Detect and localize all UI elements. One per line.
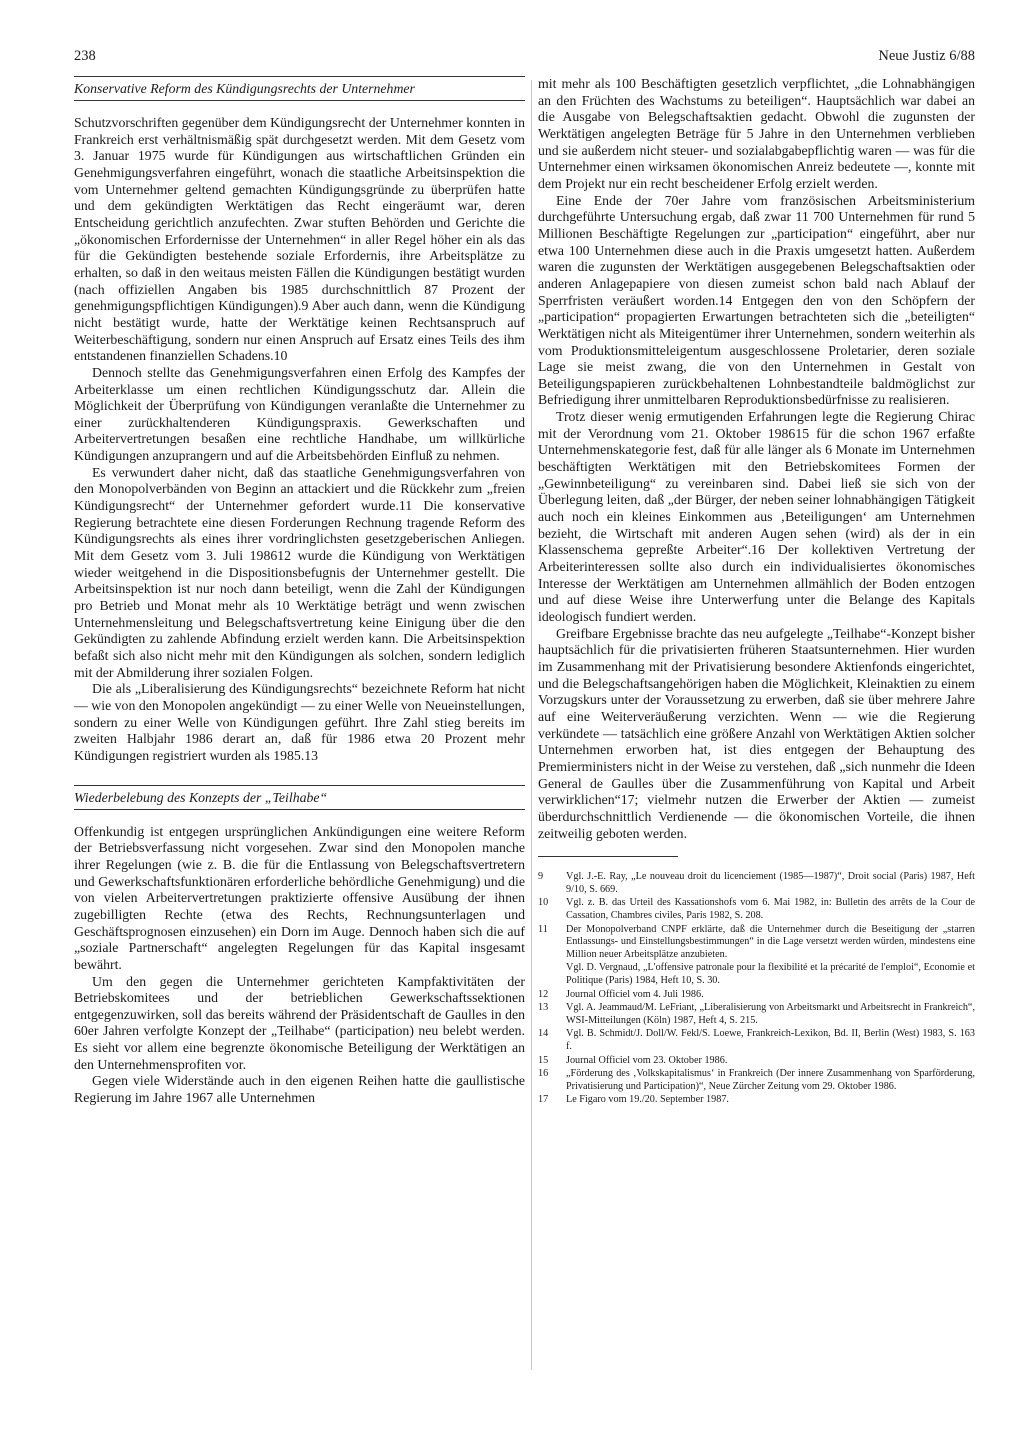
footnote — [538, 871, 975, 896]
journal-name: Neue Justiz 6/88 — [878, 48, 975, 64]
footnote-text: Vgl. J.-E. Ray, „Le nouveau droit du licenciement (1985—1987)“, Droit social (Paris) 1987, Heft 9/10, S. 669. — [566, 871, 975, 895]
body-paragraph: Gegen viele Widerstände auch in den eigenen Reihen hatte die gaullistische Regierung im Jahre 1967 alle Unternehmen — [74, 1073, 525, 1106]
footnote-text: Vgl. D. Vergnaud, „L'offensive patronale pour la flexibilité et la précarité de l'emploi“, Economie et Politique (Paris) 1984, Heft 10, S. 30. — [566, 962, 975, 986]
body-paragraph: Es verwundert daher nicht, daß das staatliche Genehmigungsverfahren von den Monopolverbänden von Beginn an attackiert und die Rückkehr zum „freien Kündigungsrecht“ der Unternehmer gefordert wurde.11 Die konservative Regierung betrachtete eine diesen Forderungen Rechnung tragende Reform des Kündigungsrechts als eines ihrer vordringlichsten gesetzgeberischen Anliegen. Mit dem Gesetz vom 3. Juli 198612 wurde die Kündigung von Werktätigen wieder weitgehend in die Dispositionsbefugnis der Unternehmer gestellt. Die Arbeitsinspektion ist nur noch dann beteiligt, wenn die Zahl der Kündigungen pro Betrieb und Monat mehr als 10 Werktätige beträgt und wenn zwischen Unternehmensleitung und Belegschaftsvertretung keine Einigung über die den Gekündigten zu zahlende Abfindung erzielt werden kann. Die Arbeitsinspektion befaßt sich also nicht mehr mit den Kündigungen als solchen, sondern lediglich mit der Abmilderung ihrer sozialen Folgen. — [74, 464, 525, 680]
footnote-text: Vgl. B. Schmidt/J. Doll/W. Fekl/S. Loewe, Frankreich-Lexikon, Bd. II, Berlin (West) 1983, S. 163 f. — [566, 1028, 975, 1052]
footnote-number — [538, 962, 566, 987]
footnote — [538, 1068, 975, 1093]
body-paragraph: Um den gegen die Unternehmer gerichteten Kampfaktivitäten der Betriebskomitees und der betrieblichen Gewerkschaftssektionen entgegenzuwirken, soll das bereits während der Präsidentschaft de Gaulles in den 60er Jahren verfolgte Konzept der „Teilhabe“ (participation) neu belebt werden. Es sieht vor allem eine begrenzte ökonomische Beteiligung der Werktätigen an den Unternehmensprofiten vor. — [74, 973, 525, 1072]
footnote-separator — [538, 856, 678, 857]
footnote-number: 17 — [538, 1094, 549, 1106]
footnote-number: 12 — [538, 988, 549, 1000]
footnote-text: Journal Officiel vom 23. Oktober 1986. — [566, 1054, 728, 1066]
body-paragraph: mit mehr als 100 Beschäftigten gesetzlich verpflichtet, „die Lohnabhängigen an den Früchten des Wachstums zu beteiligen“. Hauptsächlich war dabei an die Ausgabe von Belegschaftsaktien gedacht. Obwohl die zugunsten der Werktätigen angelegten Beträge für 5 Jahre in den Unternehmen verblieben und sie außerdem nicht steuer- und sozialabgabepflichtig waren — was für die Unternehmer einen wirksamen ökonomischen Anreiz bedeutete —, konnte mit dem Projekt nur ein recht bescheidener Erfolg erzielt werden. — [538, 76, 975, 191]
footnote — [538, 897, 975, 922]
footnote-text: „Förderung des ‚Volkskapitalismus‘ in Frankreich (Der innere Zusammenhang von Sparförderung, Privatisierung und Participation)“, Neue Zürcher Zeitung vom 29. Oktober 1986. — [566, 1068, 975, 1092]
page-number: 238 — [74, 48, 96, 64]
footnote — [538, 1055, 975, 1068]
footnote-text: Le Figaro vom 19./20. September 1987. — [566, 1094, 729, 1106]
footnote — [538, 989, 975, 1002]
footnote — [538, 1028, 975, 1053]
footnote-text: Vgl. z. B. das Urteil des Kassationshofs vom 6. Mai 1982, in: Bulletin des arrêts de la Cour de Cassation, Chambres civiles, Paris 1982, S. 208. — [566, 897, 975, 921]
footnotes — [538, 871, 975, 1107]
body-paragraph: Offenkundig ist entgegen ursprünglichen Ankündigungen eine weitere Reform der Betriebsverfassung nicht vorgesehen. Zwar sind den Monopolen manche ihrer Regelungen (wie z. B. die für die Entlassung von Belegschaftsvertretern und Gewerkschaftsfunktionären erforderliche behördliche Genehmigung) und die von vielen Arbeitervertretungen praktizierte offensive Ausübung der ihnen zugebilligten Rechte (etwa des Rechts, Rechnungsunterlagen und Geschäftsprognosen einzusehen) ein Dorn im Auge. Dennoch haben sich die auf „soziale Partnerschaft“ angelegten Regelungen für das Kapital insgesamt bewährt. — [74, 823, 525, 972]
footnote — [538, 1094, 975, 1107]
body-paragraph: Eine Ende der 70er Jahre vom französischen Arbeitsministerium durchgeführte Untersuchung ergab, daß zwar 11 700 Unternehmen für rund 5 Millionen Beschäftigte Regelungen zur „participation“ eingeführt, aber nur etwa 100 Unternehmen diese auch in die Praxis umgesetzt hatten. Außerdem waren die zugunsten der Werktätigen ausgegebenen Belegschaftsaktien oder anderen Anlagepapiere von diesen zumeist schon bald nach Ablauf der Sperrfristen veräußert worden.14 Entgegen den von den Schöpfern der „participation“ propagierten Erwartungen betrachteten sich die „beteiligten“ Werktätigen nicht als Miteigentümer ihrer Unternehmen, sondern weiterhin als vom Produktionsmitteleigentum ausgeschlossene Proletarier, deren soziale Lage sie meist zwang, die von den Unternehmen in Gestalt von Beteiligungspapieren zurückbehaltenen Lohnbestandteile baldmöglichst zur Befriedigung ihrer unmittelbaren Reproduktionsbedürfnisse zu realisieren. — [538, 192, 975, 408]
body-paragraph: Die als „Liberalisierung des Kündigungsrechts“ bezeichnete Reform hat nicht — wie von den Monopolen angekündigt — zu einer Welle von Neueinstellungen, sondern zu einer Welle von Kündigungen geführt. Ihre Zahl stieg bereits im zweiten Halbjahr 1986 derart an, daß für 1986 etwa 20 Prozent mehr Kündigungen registriert wurden als 1985.13 — [74, 681, 525, 763]
footnote-text: Journal Officiel vom 4. Juli 1986. — [566, 988, 704, 1000]
body-paragraph: Dennoch stellte das Genehmigungsverfahren einen Erfolg des Kampfes der Arbeiterklasse um einen rechtlichen Kündigungsschutz dar. Allein die Möglichkeit der Überprüfung von Kündigungen veranlaßte die Unternehmer zu einer zurückhaltenderen Kündigungspraxis. Gewerkschaften und Arbeitervertretungen besaßen eine rechtliche Handhabe, um willkürliche Kündigungen anzuprangern und auf die Arbeitsbehörden Einfluß zu nehmen. — [74, 364, 525, 464]
footnote-number: 9 — [538, 871, 544, 883]
body-paragraph: Greifbare Ergebnisse brachte das neu aufgelegte „Teilhabe“-Konzept bisher hauptsächlich für die privatisierten früheren Staatsunternehmen. Hier wurden im Zusammenhang mit der Privatisierung besondere Aktienfonds eingerichtet, und die Belegschaftsangehörigen haben die Möglichkeit, Kleinaktien zu einem Vorzugskurs unter der Voraussetzung zu erwerben, daß sie über mehrere Jahre auf eine Weiterveräußerung verzichten. Wenn — wie die Regierung verkündete — tatsächlich eine größere Anzahl von Werktätigen Aktien solcher Unternehmen erworben hat, ist dies entgegen der Behauptung des Premierministers nicht in der Weise zu verstehen, daß „sich nunmehr die Ideen General de Gaulles über die Zusammenführung von Kapital und Arbeit verwirklichen“17; vielmehr nutzen die Erwerber der Aktien — zumeist überdurchschnittlich Verdienende — die ökonomischen Vorteile, die ihnen zeitweilig geboten werden. — [538, 625, 975, 841]
section-heading-1: Konservative Reform des Kündigungsrechts der Unternehmer — [74, 76, 525, 101]
footnote-number: 16 — [538, 1068, 549, 1080]
footnote-number: 14 — [538, 1028, 549, 1040]
section-heading-2: Wiederbelebung des Konzepts der „Teilhabe“ — [74, 785, 525, 810]
footnote-number: 11 — [538, 923, 548, 935]
column-divider — [531, 80, 532, 1370]
right-column — [538, 76, 975, 1108]
footnote — [538, 962, 975, 987]
footnote-text: Der Monopolverband CNPF erklärte, daß die Unternehmer durch die Beseitigung der „starren Entlassungs- und Einstellungsbestimmungen“ in die Lage versetzt werden würden, mindestens eine Million neuer Arbeitsplätze anzubieten. — [566, 923, 975, 960]
footnote-number: 10 — [538, 897, 549, 909]
left-column — [74, 76, 525, 1107]
footnote — [538, 924, 975, 962]
body-paragraph: Schutzvorschriften gegenüber dem Kündigungsrecht der Unternehmer konnten in Frankreich erst verhältnismäßig spät durchgesetzt werden. Mit dem Gesetz vom 3. Januar 1975 wurde für Kündigungen aus wirtschaftlichen Gründen ein Genehmigungsverfahren eingeführt, wonach die staatliche Arbeitsinspektion die vom Unternehmer geltend gemachten Kündigungsgründe zu überprüfen hatte und dem gekündigten Werktätigen das Recht eingeräumt war, deren Entscheidung gerichtlich anzufechten. Zwar stuften Behörden und Gerichte die „ökonomischen Erfordernisse der Unternehmen“ in aller Regel höher ein als das für die Gekündigten bestehende soziale Erfordernis, ihre Arbeitsplätze zu erhalten, so daß in den weitaus meisten Fällen die Kündigungen bestätigt wurden (nach offiziellen Angaben bis 1985 durchschnittlich 87 Prozent der genehmigungspflichtigen Kündigungen).9 Aber auch dann, wenn die Kündigung nicht bestätigt wurde, hatte der Werktätige keinen Rechtsanspruch auf Weiterbeschäftigung, sondern nur einen Anspruch auf Ersatz eines Teils des ihm entstandenen finanziellen Schadens.10 — [74, 115, 525, 364]
page-header — [74, 44, 975, 68]
footnote-number: 13 — [538, 1002, 549, 1014]
body-paragraph: Trotz dieser wenig ermutigenden Erfahrungen legte die Regierung Chirac mit der Verordnung vom 21. Oktober 198615 für die schon 1967 erfaßte Unternehmenskategorie fest, daß für alle länger als 6 Monate im Unternehmen beschäftigten Werktätigen mit den Betriebskomitees Formen der „Gewinnbeteiligung“ zu vereinbaren sind. Dabei ließ sie sich von der Überlegung leiten, daß „der Bürger, der neben seiner lohnabhängigen Tätigkeit auch noch ein kleines Einkommen aus ‚Beteiligungen‘ am Unternehmen bezieht, die Wirtschaft mit anderen Augen sehen (wird) als der in ein Klassenschema gepreßte Arbeiter“.16 Der kollektiven Vertretung der Arbeiterinteressen sollte also durch ein individualisiertes ökonomisches Interesse der Werktätigen am Unternehmen allmählich der Boden entzogen und auf diese Weise ihre Unterwerfung unter die Belange des Kapitals ideologisch fundiert werden. — [538, 409, 975, 624]
footnote-text: Vgl. A. Jeammaud/M. LeFriant, „Liberalisierung von Arbeitsmarkt und Arbeitsrecht in Frankreich“, WSI-Mitteilungen (Köln) 1987, Heft 4, S. 215. — [566, 1002, 975, 1026]
footnote — [538, 1002, 975, 1027]
footnote-number: 15 — [538, 1054, 549, 1066]
